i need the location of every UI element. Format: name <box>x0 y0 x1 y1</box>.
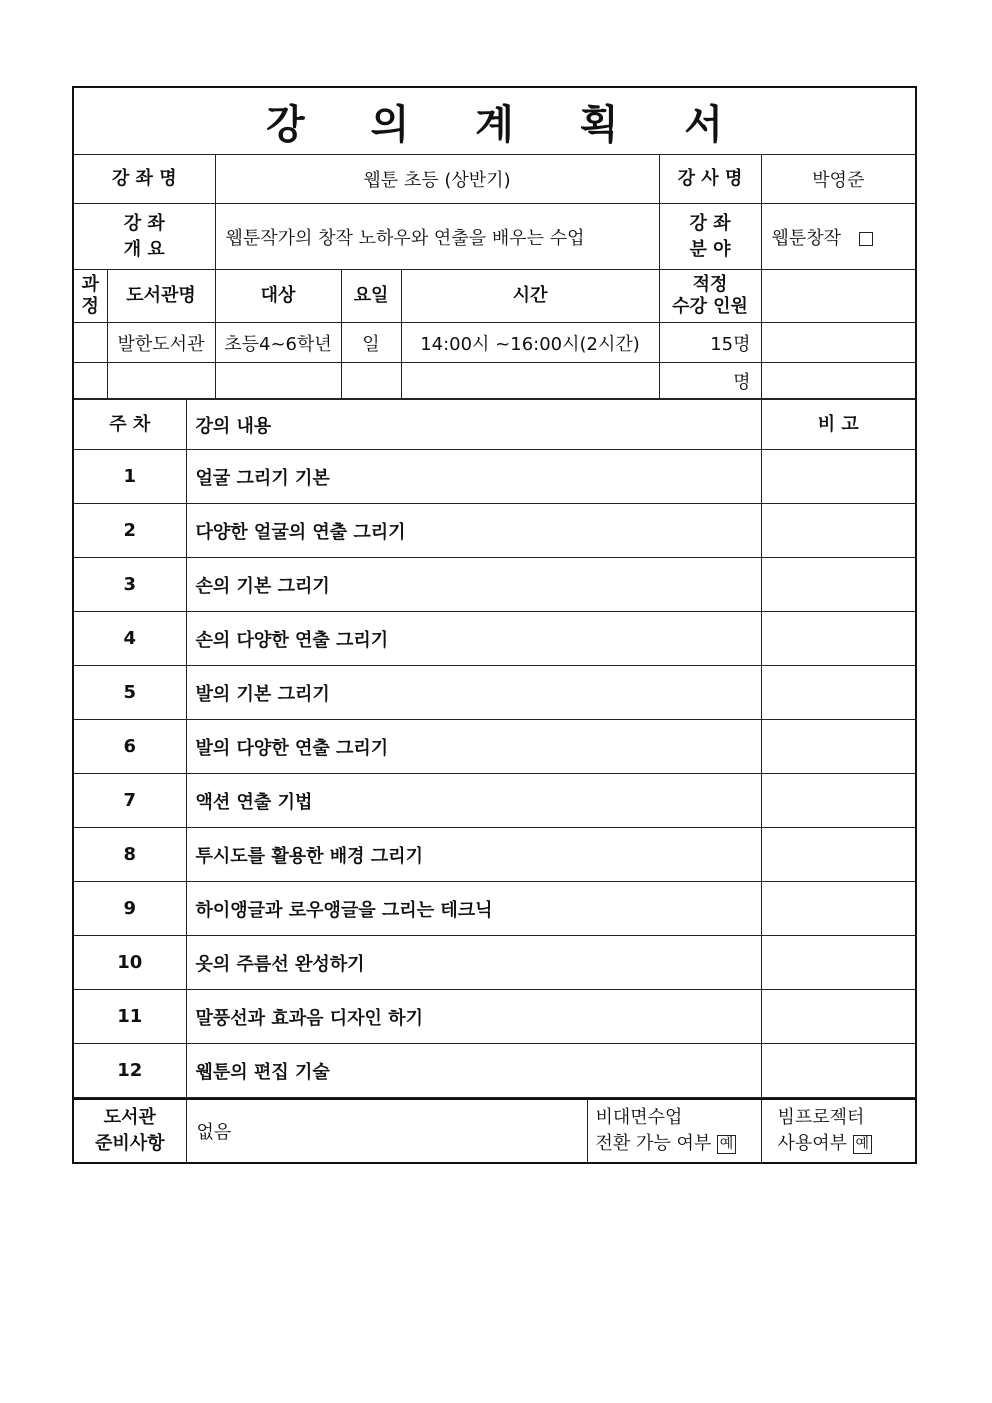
prep-label-line1: 도서관 <box>103 1107 156 1128</box>
field-value: 웹툰창작 <box>771 227 842 249</box>
week-number: 6 <box>73 720 186 774</box>
projector-label-line1: 빔프로젝터 <box>777 1107 865 1128</box>
session-library: 발한도서관 <box>107 323 215 363</box>
week-row <box>73 558 916 612</box>
session-library <box>107 363 215 399</box>
capacity-extra-cell <box>761 270 916 323</box>
session-extra-cell <box>761 323 916 363</box>
library-header: 도서관명 <box>107 270 215 323</box>
week-note <box>761 936 916 990</box>
week-row <box>73 720 916 774</box>
week-number: 5 <box>73 666 186 720</box>
week-row <box>73 990 916 1044</box>
week-note <box>761 828 916 882</box>
session-capacity: 명 <box>659 363 761 399</box>
course-name-value: 웹툰 초등 (상반기) <box>215 155 659 204</box>
week-note <box>761 450 916 504</box>
week-row <box>73 936 916 990</box>
week-row <box>73 774 916 828</box>
capacity-header-line1: 적정 <box>692 274 728 295</box>
week-note <box>761 774 916 828</box>
week-note <box>761 558 916 612</box>
week-note <box>761 882 916 936</box>
course-name-label: 강 좌 명 <box>73 155 215 204</box>
week-content: 다양한 얼굴의 연출 그리기 <box>186 504 761 558</box>
session-day <box>341 363 401 399</box>
prep-label-line2: 준비사항 <box>94 1133 165 1154</box>
session-row <box>73 323 916 363</box>
page-title: 강 의 계 획 서 <box>73 87 916 155</box>
summary-label-line2: 개 요 <box>123 238 165 260</box>
session-extra-cell <box>761 363 916 399</box>
field-label <box>659 204 761 270</box>
prep-value: 없음 <box>186 1099 587 1163</box>
week-note <box>761 666 916 720</box>
week-content: 투시도를 활용한 배경 그리기 <box>186 828 761 882</box>
week-content: 손의 다양한 연출 그리기 <box>186 612 761 666</box>
capacity-header-line2: 수강 인원 <box>672 296 748 317</box>
week-number: 1 <box>73 450 186 504</box>
week-number: 10 <box>73 936 186 990</box>
week-note <box>761 720 916 774</box>
week-content: 발의 다양한 연출 그리기 <box>186 720 761 774</box>
online-label-line1: 비대면수업 <box>595 1107 683 1128</box>
field-label-line2: 분 야 <box>689 238 731 260</box>
week-note <box>761 990 916 1044</box>
week-number: 2 <box>73 504 186 558</box>
week-row <box>73 666 916 720</box>
weeks-body <box>73 450 916 1098</box>
week-number: 11 <box>73 990 186 1044</box>
session-process-cell <box>73 323 107 363</box>
process-header <box>73 270 107 323</box>
target-header: 대상 <box>215 270 341 323</box>
week-number: 8 <box>73 828 186 882</box>
week-row <box>73 504 916 558</box>
week-content: 손의 기본 그리기 <box>186 558 761 612</box>
week-content: 발의 기본 그리기 <box>186 666 761 720</box>
session-time <box>401 363 659 399</box>
week-row <box>73 612 916 666</box>
projector-checkbox[interactable]: 예 <box>853 1135 872 1154</box>
field-value-cell <box>761 204 916 270</box>
week-number: 3 <box>73 558 186 612</box>
process-header-line1: 과 <box>81 274 99 295</box>
week-number: 4 <box>73 612 186 666</box>
week-number: 7 <box>73 774 186 828</box>
session-capacity: 15명 <box>659 323 761 363</box>
week-number: 12 <box>73 1044 186 1098</box>
projector-cell <box>761 1099 916 1163</box>
week-number: 9 <box>73 882 186 936</box>
session-time: 14:00시 ~16:00시(2시간) <box>401 323 659 363</box>
week-content: 액션 연출 기법 <box>186 774 761 828</box>
content-header: 강의 내용 <box>186 400 761 450</box>
instructor-value: 박영준 <box>761 155 916 204</box>
instructor-label: 강 사 명 <box>659 155 761 204</box>
session-process-cell <box>73 363 107 399</box>
week-row <box>73 828 916 882</box>
week-content: 옷의 주름선 완성하기 <box>186 936 761 990</box>
summary-label <box>73 204 215 270</box>
process-header-line2: 정 <box>81 296 99 317</box>
week-content: 웹툰의 편집 기술 <box>186 1044 761 1098</box>
online-checkbox[interactable]: 예 <box>717 1135 736 1154</box>
footer-table <box>72 1098 917 1164</box>
time-header: 시간 <box>401 270 659 323</box>
session-target <box>215 363 341 399</box>
summary-value: 웹툰작가의 창작 노하우와 연출을 배우는 수업 <box>215 204 659 270</box>
note-header: 비 고 <box>761 400 916 450</box>
week-content: 하이앵글과 로우앵글을 그리는 테크닉 <box>186 882 761 936</box>
capacity-header <box>659 270 761 323</box>
field-label-line1: 강 좌 <box>689 212 731 234</box>
day-header: 요일 <box>341 270 401 323</box>
projector-label-line2: 사용여부 <box>777 1133 848 1154</box>
field-checkbox[interactable] <box>859 232 873 246</box>
online-cell <box>587 1099 761 1163</box>
session-row <box>73 363 916 399</box>
week-content: 얼굴 그리기 기본 <box>186 450 761 504</box>
prep-label <box>73 1099 186 1163</box>
week-note <box>761 504 916 558</box>
week-header: 주 차 <box>73 400 186 450</box>
online-label-line2: 전환 가능 여부 <box>595 1133 712 1154</box>
week-note <box>761 612 916 666</box>
header-table <box>72 86 917 399</box>
week-note <box>761 1044 916 1098</box>
week-row <box>73 450 916 504</box>
week-content: 말풍선과 효과음 디자인 하기 <box>186 990 761 1044</box>
weekly-table <box>72 399 917 1098</box>
session-day: 일 <box>341 323 401 363</box>
week-row <box>73 1044 916 1098</box>
week-row <box>73 882 916 936</box>
summary-label-line1: 강 좌 <box>123 212 165 234</box>
lecture-plan-form <box>72 86 915 1164</box>
session-target: 초등4~6학년 <box>215 323 341 363</box>
